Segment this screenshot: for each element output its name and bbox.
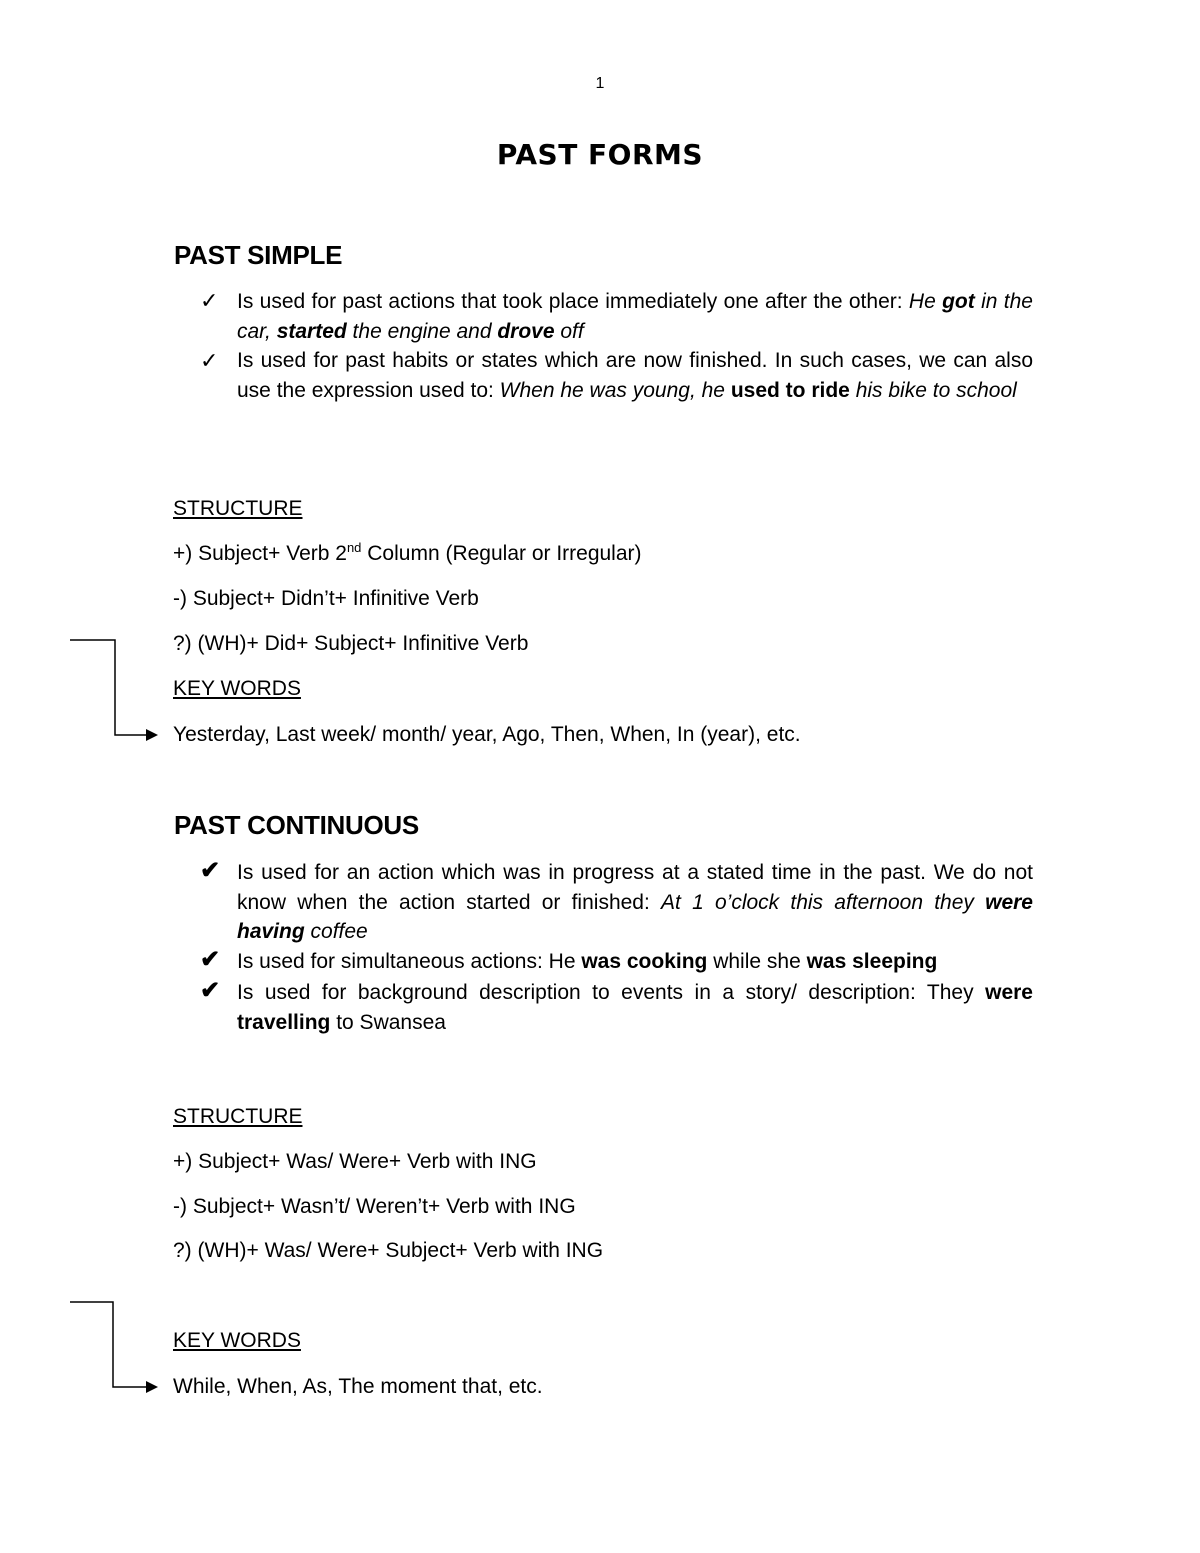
check-mark-icon: ✔ — [200, 857, 221, 884]
text-run: Is used for an action which was in progress at a stated time in the past. We do not know when the action started or finished: — [237, 861, 1033, 914]
check-mark-icon: ✔ — [200, 977, 221, 1004]
text-run: Is used for simultaneous actions: He — [237, 950, 582, 973]
text-run: off — [554, 319, 584, 343]
structure-text: Column (Regular or Irregular) — [361, 542, 642, 565]
bent-arrow-icon — [60, 630, 170, 745]
text-run: coffee — [304, 920, 368, 943]
text-run: while she — [707, 950, 807, 973]
structure-heading: STRUCTURE — [173, 1105, 303, 1128]
section-heading-past-simple: PAST SIMPLE — [174, 240, 343, 270]
structure-question: ?) (WH)+ Was/ Were+ Subject+ Verb with ING — [173, 1239, 604, 1262]
text-run: He — [908, 290, 943, 313]
text-run: When he was young, he — [499, 378, 731, 402]
text-run: Is used for past actions that took place immediately one after the other: — [237, 290, 909, 313]
check-mark-icon: ✓ — [200, 288, 219, 313]
keywords-heading: KEY WORDS — [173, 1329, 301, 1352]
text-run: Is used for past habits or states which are now finished. In such cases, we can also use the expression used to: — [237, 349, 1033, 402]
text-run: to Swansea — [330, 1010, 446, 1034]
bullet-text — [237, 287, 1033, 346]
check-mark-icon: ✓ — [200, 348, 219, 373]
text-run: Is used for background description to events in a story/ description: They — [237, 981, 986, 1004]
text-run: were having — [237, 890, 1033, 943]
bullet-text — [237, 978, 1033, 1037]
structure-text: +) Subject+ Verb 2 — [173, 542, 347, 565]
ordinal-suffix: nd — [346, 540, 362, 555]
bent-arrow-icon — [60, 1292, 170, 1397]
text-run: the engine and — [346, 319, 498, 343]
structure-negative: -) Subject+ Didn’t+ Infinitive Verb — [173, 587, 479, 610]
document-title: PAST FORMS — [496, 138, 704, 171]
text-run: got — [942, 290, 975, 313]
text-run: At 1 o’clock this afternoon they — [661, 890, 986, 914]
text-run: used to ride — [730, 378, 850, 402]
keywords-list: While, When, As, The moment that, etc. — [173, 1375, 543, 1398]
section-heading-past-continuous: PAST CONTINUOUS — [174, 810, 419, 840]
bullet-text — [237, 947, 1037, 977]
bullet-text — [237, 346, 1033, 405]
structure-negative: -) Subject+ Wasn’t/ Weren’t+ Verb with ING — [173, 1195, 576, 1218]
structure-question: ?) (WH)+ Did+ Subject+ Infinitive Verb — [173, 632, 529, 655]
keywords-list: Yesterday, Last week/ month/ year, Ago, Then, When, In (year), etc. — [173, 723, 801, 746]
bullet-text — [237, 858, 1033, 947]
structure-heading: STRUCTURE — [173, 497, 303, 520]
text-run: his bike to school — [849, 378, 1017, 402]
text-run: was cooking — [581, 950, 708, 973]
text-run: was sleeping — [806, 950, 938, 973]
check-mark-icon: ✔ — [200, 946, 221, 973]
keywords-heading: KEY WORDS — [173, 677, 301, 700]
text-run: started — [276, 319, 347, 343]
structure-affirmative: +) Subject+ Was/ Were+ Verb with ING — [173, 1150, 537, 1173]
text-run: drove — [497, 319, 555, 343]
structure-affirmative — [173, 541, 642, 567]
text-run: in the car, — [237, 290, 1033, 343]
page-number: 1 — [595, 75, 605, 92]
text-run: were travelling — [237, 981, 1033, 1034]
